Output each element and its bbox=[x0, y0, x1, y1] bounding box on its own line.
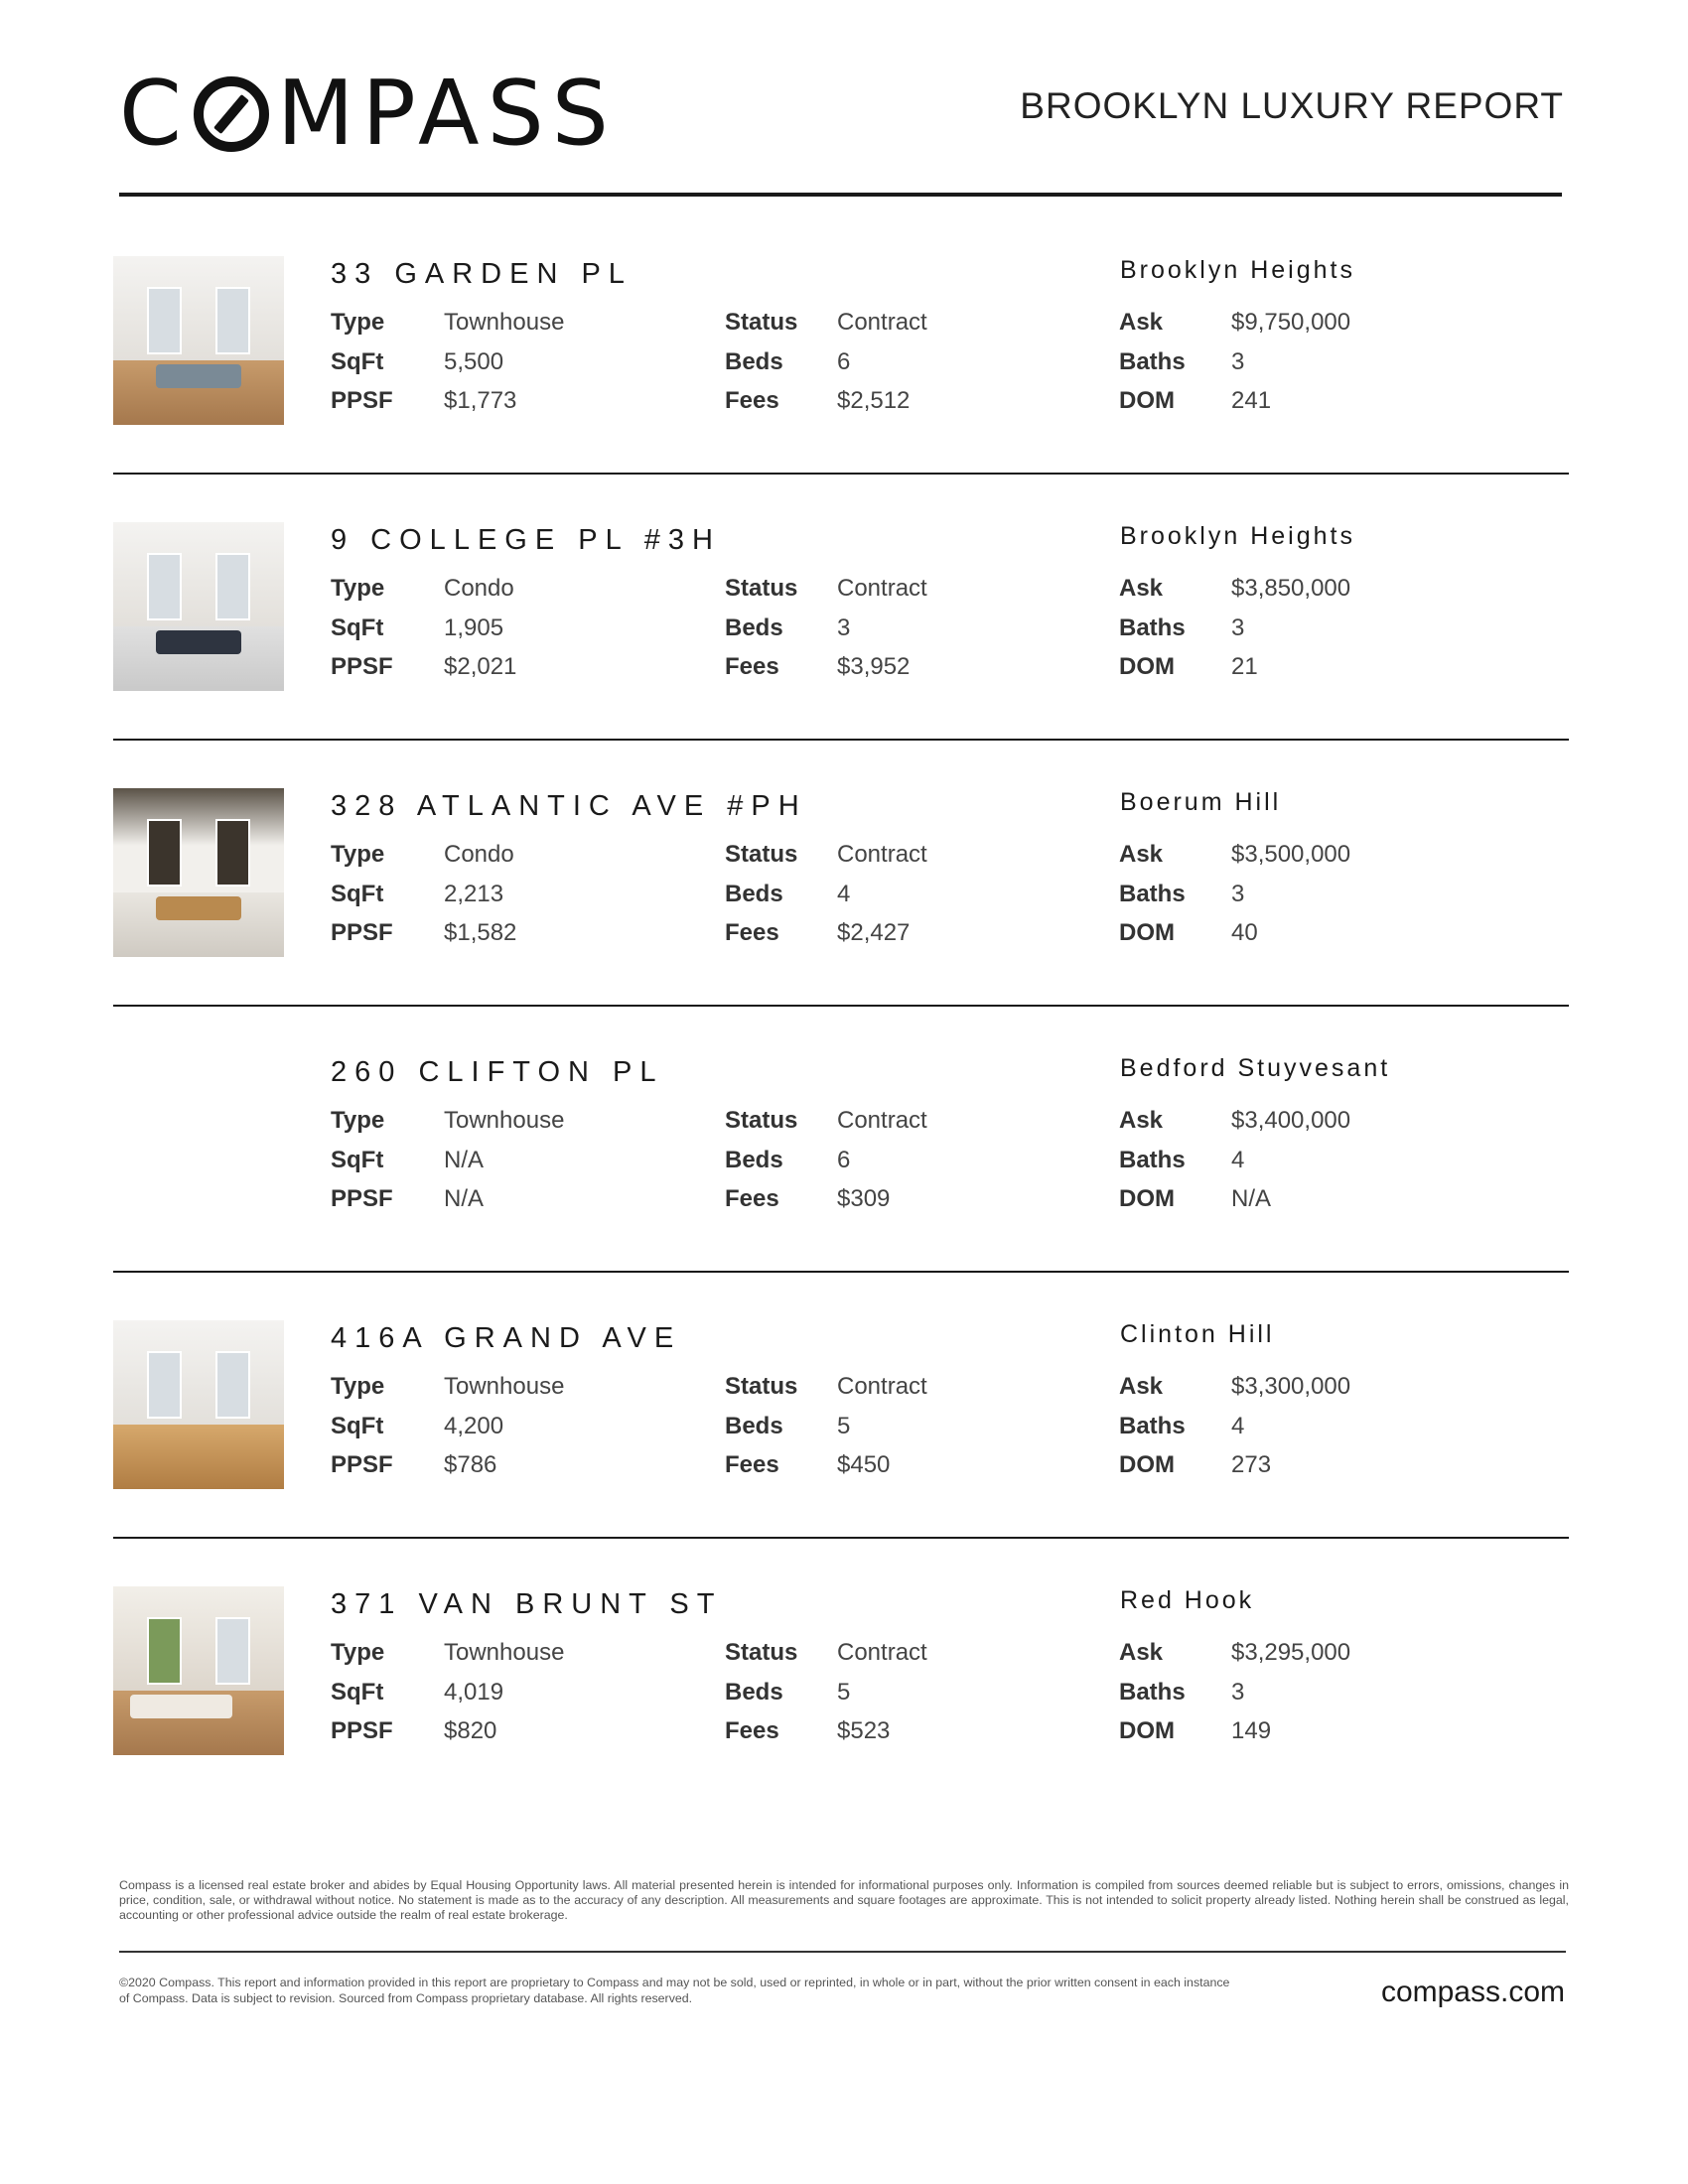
type-label: Type bbox=[331, 1373, 385, 1400]
ppsf-value: $1,582 bbox=[444, 919, 517, 946]
fees-value: $450 bbox=[837, 1451, 891, 1478]
ppsf-label: PPSF bbox=[331, 387, 393, 414]
fees-value: $3,952 bbox=[837, 653, 911, 680]
fees-label: Fees bbox=[725, 387, 779, 414]
dom-value: N/A bbox=[1231, 1185, 1272, 1212]
fees-label: Fees bbox=[725, 919, 779, 946]
listing-photo bbox=[113, 1586, 284, 1755]
website-link[interactable]: compass.com bbox=[1380, 1976, 1565, 2008]
baths-value: 3 bbox=[1231, 614, 1245, 641]
baths-value: 3 bbox=[1231, 881, 1245, 907]
type-value: Townhouse bbox=[444, 1107, 565, 1134]
status-label: Status bbox=[725, 1639, 798, 1666]
fees-label: Fees bbox=[725, 653, 779, 680]
sqft-value: 5,500 bbox=[444, 348, 504, 375]
ppsf-value: N/A bbox=[444, 1185, 485, 1212]
ask-label: Ask bbox=[1119, 309, 1164, 336]
listing-divider bbox=[113, 1005, 1569, 1007]
ppsf-label: PPSF bbox=[331, 653, 393, 680]
baths-value: 3 bbox=[1231, 1679, 1245, 1706]
dom-value: 273 bbox=[1231, 1451, 1272, 1478]
type-label: Type bbox=[331, 1107, 385, 1134]
dom-label: DOM bbox=[1119, 653, 1175, 680]
sqft-label: SqFt bbox=[331, 348, 384, 375]
sqft-label: SqFt bbox=[331, 614, 384, 641]
header-divider bbox=[119, 193, 1562, 197]
listing-item bbox=[0, 1054, 1688, 1320]
dom-label: DOM bbox=[1119, 1451, 1175, 1478]
listing-item bbox=[0, 1586, 1688, 1852]
ask-value: $9,750,000 bbox=[1231, 309, 1351, 336]
status-label: Status bbox=[725, 1107, 798, 1134]
type-label: Type bbox=[331, 1639, 385, 1666]
beds-value: 6 bbox=[837, 348, 851, 375]
ppsf-label: PPSF bbox=[331, 1185, 393, 1212]
baths-label: Baths bbox=[1119, 1413, 1186, 1439]
beds-value: 5 bbox=[837, 1413, 851, 1439]
status-label: Status bbox=[725, 841, 798, 868]
listing-address: 416A GRAND AVE bbox=[331, 1322, 682, 1354]
listing-divider bbox=[113, 739, 1569, 741]
listing-item bbox=[0, 788, 1688, 1054]
listing-neighborhood: Bedford Stuyvesant bbox=[1120, 1054, 1391, 1082]
sqft-value: 4,019 bbox=[444, 1679, 504, 1706]
listing-address: 33 GARDEN PL bbox=[331, 258, 633, 290]
listing-item bbox=[0, 522, 1688, 788]
dom-label: DOM bbox=[1119, 387, 1175, 414]
baths-label: Baths bbox=[1119, 1147, 1186, 1173]
type-value: Condo bbox=[444, 575, 514, 602]
fees-label: Fees bbox=[725, 1185, 779, 1212]
logo-text-start: C bbox=[119, 62, 190, 166]
ppsf-value: $820 bbox=[444, 1717, 497, 1744]
beds-label: Beds bbox=[725, 1679, 783, 1706]
dom-value: 40 bbox=[1231, 919, 1258, 946]
dom-label: DOM bbox=[1119, 919, 1175, 946]
status-label: Status bbox=[725, 1373, 798, 1400]
baths-label: Baths bbox=[1119, 348, 1186, 375]
status-value: Contract bbox=[837, 309, 927, 336]
listing-neighborhood: Clinton Hill bbox=[1120, 1320, 1275, 1348]
sqft-value: 4,200 bbox=[444, 1413, 504, 1439]
beds-label: Beds bbox=[725, 1147, 783, 1173]
listing-address: 260 CLIFTON PL bbox=[331, 1056, 664, 1088]
baths-value: 3 bbox=[1231, 348, 1245, 375]
beds-value: 5 bbox=[837, 1679, 851, 1706]
listing-photo bbox=[113, 788, 284, 957]
status-value: Contract bbox=[837, 841, 927, 868]
beds-label: Beds bbox=[725, 1413, 783, 1439]
sqft-value: N/A bbox=[444, 1147, 485, 1173]
type-value: Condo bbox=[444, 841, 514, 868]
disclaimer-text: Compass is a licensed real estate broker and abides by Equal Housing Opportunity laws. All material presented herein is intended for informational purposes only. Information is compiled from sources deemed reliable but is subject to errors, omissions, changes in price, condition, sale, or withdrawal without notice. No statement is made as to the accuracy of any description. All measurements and square footages are approximate. This is not intended to solicit property already listed. Nothing herein shall be construed as legal, accounting or other professional advice outside the realm of real estate brokerage. bbox=[119, 1878, 1569, 1922]
ask-value: $3,500,000 bbox=[1231, 841, 1351, 868]
listing-divider bbox=[113, 1271, 1569, 1273]
type-label: Type bbox=[331, 575, 385, 602]
fees-label: Fees bbox=[725, 1717, 779, 1744]
footer-divider bbox=[119, 1951, 1566, 1953]
sqft-value: 1,905 bbox=[444, 614, 504, 641]
ask-value: $3,300,000 bbox=[1231, 1373, 1351, 1400]
beds-value: 6 bbox=[837, 1147, 851, 1173]
type-value: Townhouse bbox=[444, 1373, 565, 1400]
logo-text-end: MPASS bbox=[276, 62, 617, 166]
baths-label: Baths bbox=[1119, 1679, 1186, 1706]
baths-value: 4 bbox=[1231, 1413, 1245, 1439]
dom-label: DOM bbox=[1119, 1185, 1175, 1212]
ask-label: Ask bbox=[1119, 1107, 1164, 1134]
copyright-text: ©2020 Compass. This report and information provided in this report are proprietary to Compass and may not be sold, used or reprinted, in whole or in part, without the prior written consent in each instance of Compass. Data is subject to revision. Sourced from Compass proprietary database. All rights reserved. bbox=[119, 1976, 1230, 2005]
ask-label: Ask bbox=[1119, 841, 1164, 868]
ppsf-label: PPSF bbox=[331, 919, 393, 946]
listing-photo bbox=[113, 1320, 284, 1489]
ask-label: Ask bbox=[1119, 1639, 1164, 1666]
beds-value: 4 bbox=[837, 881, 851, 907]
ppsf-value: $2,021 bbox=[444, 653, 517, 680]
status-label: Status bbox=[725, 309, 798, 336]
listing-photo bbox=[113, 256, 284, 425]
beds-label: Beds bbox=[725, 614, 783, 641]
fees-value: $523 bbox=[837, 1717, 891, 1744]
ask-value: $3,850,000 bbox=[1231, 575, 1351, 602]
type-value: Townhouse bbox=[444, 309, 565, 336]
type-label: Type bbox=[331, 841, 385, 868]
sqft-label: SqFt bbox=[331, 1413, 384, 1439]
ppsf-label: PPSF bbox=[331, 1451, 393, 1478]
fees-value: $2,512 bbox=[837, 387, 911, 414]
fees-label: Fees bbox=[725, 1451, 779, 1478]
compass-logo bbox=[119, 62, 617, 166]
dom-value: 21 bbox=[1231, 653, 1258, 680]
status-value: Contract bbox=[837, 1639, 927, 1666]
listing-item bbox=[0, 256, 1688, 522]
dom-value: 149 bbox=[1231, 1717, 1272, 1744]
listing-neighborhood: Brooklyn Heights bbox=[1120, 256, 1355, 284]
ask-label: Ask bbox=[1119, 1373, 1164, 1400]
type-label: Type bbox=[331, 309, 385, 336]
compass-needle-icon bbox=[194, 76, 269, 152]
status-value: Contract bbox=[837, 575, 927, 602]
ask-value: $3,400,000 bbox=[1231, 1107, 1351, 1134]
listing-photo bbox=[113, 522, 284, 691]
beds-value: 3 bbox=[837, 614, 851, 641]
sqft-value: 2,213 bbox=[444, 881, 504, 907]
dom-value: 241 bbox=[1231, 387, 1272, 414]
sqft-label: SqFt bbox=[331, 1679, 384, 1706]
fees-value: $309 bbox=[837, 1185, 891, 1212]
listing-divider bbox=[113, 473, 1569, 475]
baths-value: 4 bbox=[1231, 1147, 1245, 1173]
status-value: Contract bbox=[837, 1107, 927, 1134]
listing-neighborhood: Red Hook bbox=[1120, 1586, 1255, 1614]
listing-address: 371 VAN BRUNT ST bbox=[331, 1588, 723, 1620]
baths-label: Baths bbox=[1119, 881, 1186, 907]
ppsf-label: PPSF bbox=[331, 1717, 393, 1744]
dom-label: DOM bbox=[1119, 1717, 1175, 1744]
listing-neighborhood: Boerum Hill bbox=[1120, 788, 1282, 816]
type-value: Townhouse bbox=[444, 1639, 565, 1666]
baths-label: Baths bbox=[1119, 614, 1186, 641]
ppsf-value: $786 bbox=[444, 1451, 497, 1478]
beds-label: Beds bbox=[725, 881, 783, 907]
report-title: BROOKLYN LUXURY REPORT bbox=[1020, 85, 1564, 126]
beds-label: Beds bbox=[725, 348, 783, 375]
sqft-label: SqFt bbox=[331, 1147, 384, 1173]
listing-divider bbox=[113, 1537, 1569, 1539]
status-label: Status bbox=[725, 575, 798, 602]
listing-neighborhood: Brooklyn Heights bbox=[1120, 522, 1355, 550]
sqft-label: SqFt bbox=[331, 881, 384, 907]
listing-item bbox=[0, 1320, 1688, 1586]
ask-value: $3,295,000 bbox=[1231, 1639, 1351, 1666]
listing-address: 9 COLLEGE PL #3H bbox=[331, 524, 721, 556]
ppsf-value: $1,773 bbox=[444, 387, 517, 414]
listing-address: 328 ATLANTIC AVE #PH bbox=[331, 790, 807, 822]
status-value: Contract bbox=[837, 1373, 927, 1400]
ask-label: Ask bbox=[1119, 575, 1164, 602]
fees-value: $2,427 bbox=[837, 919, 911, 946]
